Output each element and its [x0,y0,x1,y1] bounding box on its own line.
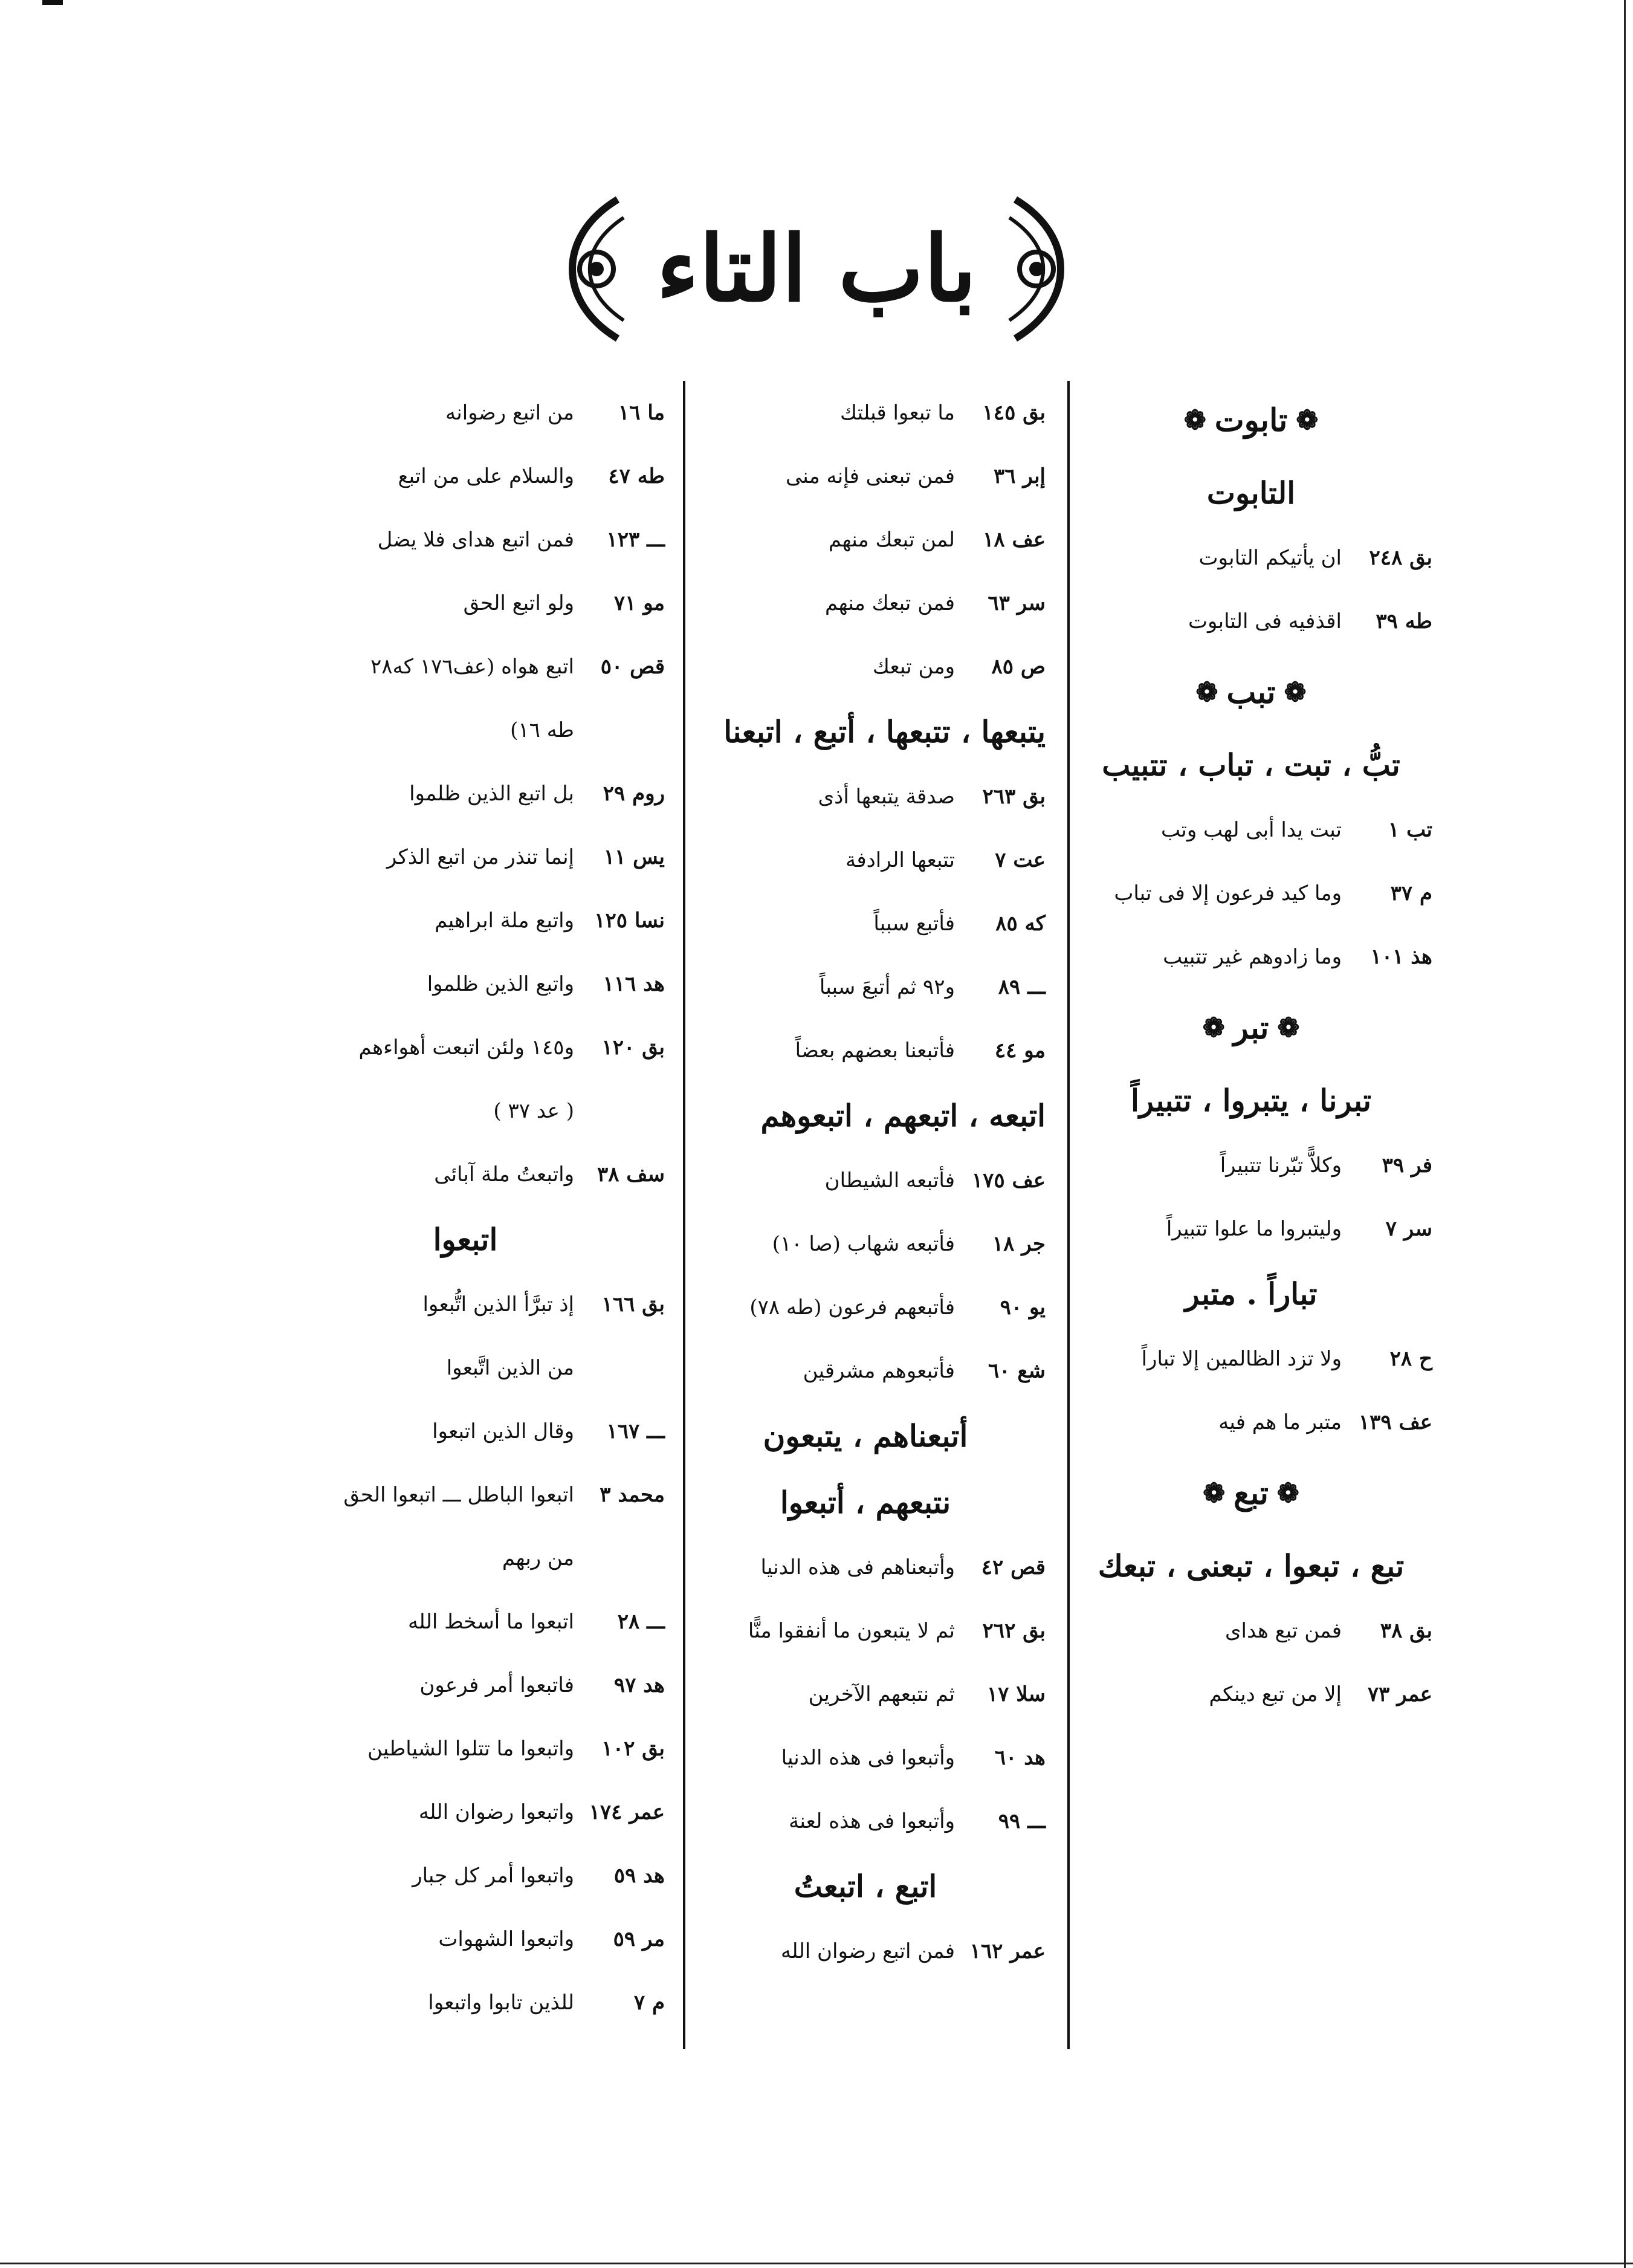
entry-text: إنما تنذر من اتبع الذكر [386,844,574,869]
index-entry [266,1399,665,1463]
entry-text: فأتبعهم فرعون (طه ٧٨) [749,1295,955,1320]
index-entry [1070,589,1432,653]
entry-reference: هذ ١٠١ [1370,944,1432,969]
index-entry [1070,1133,1432,1197]
index-entry [685,571,1046,635]
entry-text: وما كيد فرعون إلا فى تباب [1114,881,1342,906]
entry-reference: بق ٢٤٨ [1369,545,1432,570]
index-entry [1070,861,1432,925]
entry-text: اتبعوا ما أسخط الله [407,1609,574,1634]
entry-reference: جر ١٨ [992,1231,1046,1256]
root-heading [1070,1454,1432,1532]
entry-text: إلا من تبع دينكم [1209,1682,1342,1706]
entry-text: وأتبعوا فى هذه الدنيا [781,1745,955,1770]
entry-text: و١٤٥ ولئن اتبعت أهواءهم [358,1035,574,1060]
entry-reference: بق ٣٨ [1380,1618,1432,1643]
entry-reference: ـــ ٨٩ [998,974,1046,999]
index-entry [685,381,1046,444]
index-entry [266,444,665,508]
entry-text: ان يأتيكم التابوت [1198,545,1342,570]
entry-text: فمن تبعك منهم [825,591,955,615]
word-forms-heading: تباراً . متبر [1185,1275,1318,1312]
entry-text: تتبعها الرادفة [846,847,955,872]
entry-text: وأتبعوا فى هذه لعنة [789,1809,955,1833]
index-entry [266,571,665,635]
ornament-icon: ❁ [1277,1012,1300,1043]
entry-reference: ـــ ٢٨ [617,1609,665,1634]
index-entry [1070,1327,1432,1390]
index-entry [685,1599,1046,1662]
entry-reference: هد ٦٠ [994,1745,1046,1770]
word-forms-heading: يتبعها ، تتبعها ، أتبع ، اتبعنا [723,713,1046,750]
entry-reference: هد ٩٧ [613,1673,665,1697]
ornament-icon: ❁ [1276,1477,1299,1509]
index-entry [685,1662,1046,1726]
index-entry [266,1653,665,1717]
ornament-icon: ❁ [1195,676,1218,708]
entry-text: إذ تبرَّأ الذين اتُّبعوا [422,1292,574,1317]
word-forms-heading: اتبعوا [433,1221,498,1257]
ornament-icon: ❁ [1183,404,1206,436]
entry-text: فمن تبع هداى [1224,1618,1342,1643]
entry-reference: ص ٨٥ [991,654,1046,679]
word-forms-heading: اتبع ، اتبعتُ [794,1868,937,1904]
entry-text: اتبع هواه (عف١٧٦ كه٢٨ [370,654,574,679]
entry-reference: محمد ٣ [600,1482,665,1507]
index-entry [266,1780,665,1844]
index-entry [685,892,1046,955]
entry-text: ولو اتبع الحق [463,591,574,615]
entry-text: بل اتبع الذين ظلموا [409,781,574,806]
entry-text: فأتبعه شهاب (صا ١٠) [772,1231,955,1256]
entry-reference: طه ٣٩ [1376,609,1432,633]
entry-text: تبت يدا أبى لهب وتب [1160,817,1342,842]
entry-reference: يو ٩٠ [1000,1295,1046,1320]
entry-reference: بق ١٦٦ [601,1292,665,1317]
entry-text: للذين تابوا واتبعوا [428,1990,574,2015]
entry-continuation: ( عد ٣٧ ) [493,1098,574,1123]
entry-text: والسلام على من اتبع [398,464,574,488]
entry-text: فمن اتبع رضوان الله [780,1939,955,1963]
index-entry [1070,1662,1432,1726]
entry-text: وما زادوهم غير تتبيب [1163,944,1342,969]
entry-reference: ـــ ١٦٧ [606,1419,665,1443]
entry-reference: تب ١ [1388,817,1432,842]
index-entry [685,955,1046,1019]
entry-reference: عف ١٣٩ [1358,1410,1432,1434]
word-forms-heading: أتبعناهم ، يتبعون [763,1418,968,1454]
word-forms-heading: التابوت [1206,475,1296,511]
root-heading [1070,381,1432,459]
word-forms-heading: تبع ، تبعوا ، تبعنى ، تبعك [1098,1547,1405,1584]
entry-reference: ما ١٦ [618,400,665,425]
index-entry [266,1463,665,1526]
entry-text: لمن تبعك منهم [828,527,955,552]
index-entry [266,889,665,952]
entry-text: وليتبروا ما علوا تتبيراً [1166,1216,1342,1241]
index-entry [1070,1599,1432,1662]
index-entry [685,1275,1046,1339]
ornament-icon: ❁ [1284,676,1307,708]
word-forms-heading: تبرنا ، يتبروا ، تتبيراً [1130,1082,1372,1118]
ornament-icon: ❁ [1202,1012,1225,1043]
entry-reference: شع ٦٠ [988,1358,1046,1383]
root-word: تبب [1226,673,1276,711]
index-entry [266,1272,665,1336]
entry-continuation: من ربهم [502,1546,574,1570]
index-entry [685,765,1046,828]
entry-text: من اتبع رضوانه [445,400,574,425]
entry-reference: بق ٢٦٣ [982,784,1046,809]
entry-text: وكلاًّ تبّرنا تتبيراً [1220,1153,1342,1178]
index-entry [685,1535,1046,1599]
entry-reference: يس ١١ [603,844,665,869]
entry-text: فأتبعنا بعضهم بعضاً [795,1038,955,1063]
entry-text: واتبع الذين ظلموا [427,971,574,996]
entry-reference: بق ١٤٥ [982,400,1046,425]
index-entry [1070,1390,1432,1454]
entry-text: و٩٢ ثم أتبعَ سبباً [819,974,955,999]
index-columns [266,381,1432,2049]
entry-reference: مر ٥٩ [613,1926,665,1951]
entry-text: اقذفيه فى التابوت [1188,609,1342,633]
entry-reference: م ٧ [633,1990,665,2015]
index-entry [1070,798,1432,861]
entry-text: فأتبعه الشيطان [824,1168,955,1193]
entry-reference: قص ٥٠ [600,654,665,679]
entry-reference: عمر ٧٣ [1367,1682,1432,1706]
entry-continuation: من الذين اتَّبعوا [446,1355,574,1380]
index-entry [685,508,1046,571]
entry-reference: ح ٢٨ [1389,1346,1432,1371]
index-entry [685,1726,1046,1789]
entry-reference: مو ٧١ [613,591,665,615]
word-forms-heading: تبُّ ، تبت ، تباب ، تتبيب [1102,747,1400,783]
entry-text: فمن تبعنى فإنه منى [785,464,955,488]
ornament-bracket-right [997,193,1088,345]
entry-reference: سر ٧ [1385,1216,1432,1241]
entry-reference: إبر ٣٦ [993,464,1046,488]
entry-text: ومن تبعك [872,654,955,679]
entry-reference: بق ٢٦٢ [982,1618,1046,1643]
word-forms-heading: اتبعه ، اتبعهم ، اتبعوهم [760,1097,1046,1133]
root-word: تابوت [1214,401,1288,439]
ornament-icon: ❁ [1296,404,1319,436]
root-word: تبر [1233,1009,1269,1046]
entry-reference: عمر ١٦٢ [969,1939,1046,1963]
entry-text: متبر ما هم فيه [1218,1410,1342,1434]
index-entry [266,1717,665,1780]
entry-reference: هد ٥٩ [613,1863,665,1888]
entry-text: فاتبعوا أمر فرعون [419,1673,574,1697]
entry-reference: روم ٢٩ [603,781,665,806]
index-entry [266,381,665,444]
index-entry [685,1789,1046,1853]
entry-text: وقال الذين اتبعوا [432,1419,574,1443]
index-entry [685,828,1046,892]
index-entry [685,1019,1046,1082]
index-entry [266,1971,665,2034]
chapter-header [0,193,1633,345]
entry-reference: سر ٦٣ [988,591,1046,615]
index-entry [266,1907,665,1971]
entry-text: ثم لا يتبعون ما أنفقوا منًّا [748,1618,955,1643]
entry-text: فأتبع سبباً [873,911,955,936]
index-entry [685,1212,1046,1275]
index-entry [266,1590,665,1653]
entry-text: واتبعتُ ملة آبائى [434,1162,574,1187]
page-border-bottom [0,2263,1633,2264]
entry-reference: ـــ ١٢٣ [606,527,665,552]
index-entry [685,635,1046,698]
entry-reference: نسا ١٢٥ [594,908,665,933]
entry-text: واتبعوا أمر كل جبار [412,1863,574,1888]
entry-reference: بق ١٠٢ [601,1736,665,1761]
entry-text: واتبع ملة ابراهيم [435,908,574,933]
entry-reference: عمر ١٧٤ [589,1800,665,1824]
entry-reference: فر ٣٩ [1382,1153,1432,1178]
index-entry [266,1142,665,1206]
index-entry [685,1339,1046,1402]
entry-reference: هد ١١٦ [603,971,665,996]
entry-reference: مو ٤٤ [994,1038,1046,1063]
entry-text: فمن اتبع هداى فلا يضل [377,527,574,552]
index-entry [266,635,665,698]
column-right [1070,381,1432,2049]
root-heading [1070,653,1432,731]
entry-reference: ـــ ٩٩ [998,1809,1046,1833]
entry-text: صدقة يتبعها أذى [818,784,955,809]
corner-mark [42,0,63,5]
entry-reference: عف ١٨ [983,527,1046,552]
column-left [266,381,683,2049]
column-middle [683,381,1070,2049]
index-entry [266,1844,665,1907]
entry-reference: سف ٣٨ [597,1162,665,1187]
index-entry [266,508,665,571]
index-entry [1070,1197,1432,1260]
entry-reference: بق ١٢٠ [601,1035,665,1060]
entry-reference: م ٣٧ [1390,881,1432,906]
chapter-title: باب التاء [656,216,977,322]
index-entry [1070,526,1432,589]
index-entry [685,444,1046,508]
ornament-bracket-left [545,193,636,345]
entry-reference: طه ٤٧ [608,464,665,488]
word-forms-heading: نتبعهم ، أتبعوا [780,1484,951,1520]
index-entry [685,1919,1046,1983]
entry-reference: كه ٨٥ [995,911,1046,936]
entry-reference: سلا ١٧ [986,1682,1046,1706]
entry-reference: عت ٧ [995,847,1046,872]
index-entry [685,1149,1046,1212]
ornament-icon: ❁ [1203,1477,1226,1509]
index-entry [266,1016,665,1079]
index-entry [1070,925,1432,988]
entry-reference: قص ٤٢ [981,1555,1046,1580]
index-entry [266,825,665,889]
entry-text: فأتبعوهم مشرقين [803,1358,955,1383]
entry-text: واتبعوا ما تتلوا الشياطين [367,1736,574,1761]
entry-text: واتبعوا رضوان الله [418,1800,574,1824]
entry-reference: عف ١٧٥ [971,1168,1046,1193]
root-heading [1070,988,1432,1067]
entry-continuation: طه ١٦) [510,718,574,742]
entry-text: اتبعوا الباطل ـــ اتبعوا الحق [343,1482,574,1507]
entry-text: واتبعوا الشهوات [438,1926,574,1951]
entry-text: ثم نتبعهم الآخرين [808,1682,955,1706]
root-word: تبع [1234,1474,1269,1512]
entry-text: ولا تزد الظالمين إلا تباراً [1141,1346,1342,1371]
entry-text: ما تبعوا قبلتك [839,400,955,425]
entry-text: وأتبعناهم فى هذه الدنيا [760,1555,955,1580]
index-entry [266,952,665,1016]
index-entry [266,762,665,825]
